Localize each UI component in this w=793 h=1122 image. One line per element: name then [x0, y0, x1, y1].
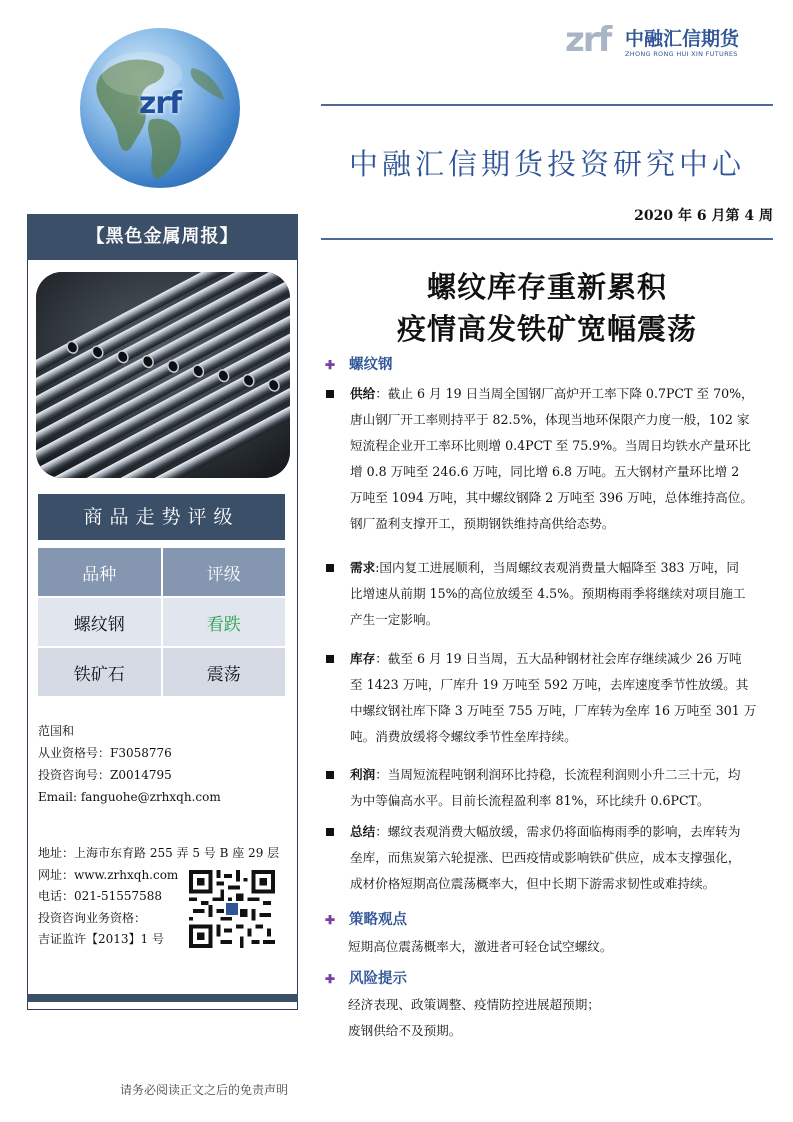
- square-bullet-icon: [326, 655, 334, 663]
- section-risk-heading: [325, 967, 407, 988]
- summary-line: ：螺纹表观消费大幅放缓，需求仍将面临梅雨季的影响，去库转为: [375, 824, 741, 839]
- section-rebar-title: 螺纹钢: [349, 356, 393, 373]
- inventory-line: 中螺纹钢社库下降 3 万吨至 755 万吨，厂库转为垒库 16 万吨至 301 万: [350, 703, 757, 718]
- square-bullet-icon: [326, 828, 334, 836]
- summary-line: 垒库，而焦炭第六轮提涨、巴西疫情或影响铁矿供应，成本支撑强化，: [350, 850, 741, 865]
- rating-table: [38, 548, 285, 698]
- steel-pipes-image: [36, 272, 290, 478]
- analyst-email: Email: fanguohe@zrhxqh.com: [38, 790, 221, 804]
- section-strategy-heading: [325, 908, 407, 929]
- analyst-advisory-number: 投资咨询号：Z0014795: [38, 768, 172, 782]
- summary-line: 成材价格短期高位震荡概率大，但中长期下游需求韧性或难持续。: [350, 876, 716, 891]
- risk-line: 废钢供给不及预期。: [348, 1023, 462, 1038]
- product-cell: 铁矿石: [38, 648, 161, 696]
- paragraph-inventory: [326, 646, 774, 750]
- square-bullet-icon: [326, 771, 334, 779]
- report-headline: [321, 266, 773, 350]
- section-rebar-heading: [325, 353, 393, 374]
- brand-logo-mark: [565, 20, 610, 60]
- supply-line: ：截止 6 月 19 日当周全国钢厂高炉开工率下降 0.7PCT 至 70%，: [375, 386, 754, 401]
- risk-line: 经济表现、政策调整、疫情防控进展超预期；: [348, 997, 600, 1012]
- globe-brand-mark: zrf: [138, 86, 182, 121]
- strategy-text: 短期高位震荡概率大，激进者可轻仓试空螺纹。: [348, 939, 613, 954]
- rating-cell: 看跌: [163, 598, 286, 646]
- product-cell: 螺纹钢: [38, 598, 161, 646]
- paragraph-supply: [326, 381, 774, 537]
- section-bullet-icon: ✚: [325, 358, 336, 372]
- table-row: [38, 598, 285, 646]
- rating-cell: 震荡: [163, 648, 286, 696]
- analyst-license: 从业资格号：F3058776: [38, 746, 172, 760]
- table-row: [38, 648, 285, 696]
- supply-label: 供给: [350, 386, 376, 401]
- demand-line: 比增速从前期 15%的高位放缓至 4.5%。预期梅雨季将继续对项目施工: [350, 586, 746, 601]
- analyst-name: 范国和: [38, 724, 75, 738]
- org-title: 中融汇信期货投资研究中心: [348, 147, 745, 181]
- section-strategy-title: 策略观点: [349, 911, 407, 928]
- brand-logo-text: zrf: [565, 20, 611, 60]
- company-website: 网址：www.zrhxqh.com: [38, 867, 179, 882]
- supply-line: 增 0.8 万吨至 246.6 万吨，同比增 6.8 万吨。五大钢材产量环比增 2: [350, 464, 740, 479]
- supply-line: 钢厂盈利支撑开工，预期钢铁维持高供给态势。: [350, 516, 615, 531]
- company-address: 地址：上海市东育路 255 弄 5 号 B 座 29 层: [38, 846, 280, 860]
- inventory-label: 库存: [350, 651, 376, 666]
- inventory-line: ：截至 6 月 19 日当周，五大品种钢材社会库存继续减少 26 万吨: [375, 651, 742, 666]
- summary-label: 总结: [350, 824, 376, 839]
- demand-line: 产生一定影响。: [350, 612, 439, 627]
- inventory-line: 吨。消费放缓将令螺纹季节性垒库持续。: [350, 729, 577, 744]
- profit-line: 为中等偏高水平。目前长流程盈利率 81%，环比续升 0.6PCT。: [350, 793, 710, 808]
- demand-line: :国内复工进展顺利，当周螺纹表观消费量大幅降至 383 万吨，同: [375, 560, 739, 575]
- title-divider: [321, 238, 773, 240]
- demand-label: 需求: [350, 560, 376, 575]
- qr-code-graphic: [188, 870, 276, 948]
- header-divider: [321, 104, 773, 106]
- report-type-banner: 【黑色金属周报】: [27, 214, 298, 260]
- rating-table-header: [38, 548, 285, 596]
- section-bullet-icon: ✚: [325, 972, 336, 986]
- qualification-label: 投资咨询业务资格：: [38, 910, 147, 925]
- brand-name-cn: 中融汇信期货: [625, 28, 740, 50]
- globe-logo: [80, 28, 240, 188]
- paragraph-profit: [326, 762, 774, 814]
- column-header-rating: 评级: [163, 548, 286, 596]
- supply-line: 唐山钢厂开工率则持平于 82.5%，体现当地环保限产力度一般，102 家: [350, 412, 750, 427]
- supply-line: 短流程企业开工率环比则增 0.4PCT 至 75.9%。当周日均铁水产量环比: [350, 438, 751, 453]
- headline-line-2: 疫情高发铁矿宽幅震荡: [396, 312, 697, 346]
- qr-code-icon: [188, 870, 276, 948]
- disclaimer-footer: 请务必阅读正文之后的免责声明: [120, 1083, 289, 1097]
- qualification-number: 吉证监许【2013】1 号: [38, 932, 164, 946]
- brand-name-en: ZHONG RONG HUI XIN FUTURES: [625, 50, 738, 58]
- issue-date: 2020 年 6 月第 4 周: [634, 208, 773, 224]
- column-header-product: 品种: [38, 548, 161, 596]
- steel-pipes-icon: [36, 272, 290, 478]
- profit-label: 利润: [350, 767, 376, 782]
- supply-line: 万吨至 1094 万吨，其中螺纹钢降 2 万吨至 396 万吨，总体维持高位。: [350, 490, 753, 505]
- profit-line: ：当周短流程吨钢利润环比持稳，长流程利润则小升二三十元，均: [375, 767, 741, 782]
- headline-line-1: 螺纹库存重新累积: [426, 270, 667, 304]
- company-phone: 电话：021-51557588: [38, 889, 163, 903]
- section-bullet-icon: ✚: [325, 913, 336, 927]
- rating-title: 商品走势评级: [38, 494, 285, 540]
- company-brand: [565, 22, 755, 62]
- paragraph-demand: [326, 555, 774, 633]
- section-risk-title: 风险提示: [349, 970, 407, 987]
- inventory-line: 至 1423 万吨，厂库升 19 万吨至 592 万吨，去库速度季节性放缓。其: [350, 677, 749, 692]
- sidebar-footer-bar: [27, 994, 298, 1002]
- paragraph-summary: [326, 819, 774, 897]
- analyst-contact: [38, 720, 288, 808]
- square-bullet-icon: [326, 564, 334, 572]
- square-bullet-icon: [326, 390, 334, 398]
- company-info: [38, 843, 280, 951]
